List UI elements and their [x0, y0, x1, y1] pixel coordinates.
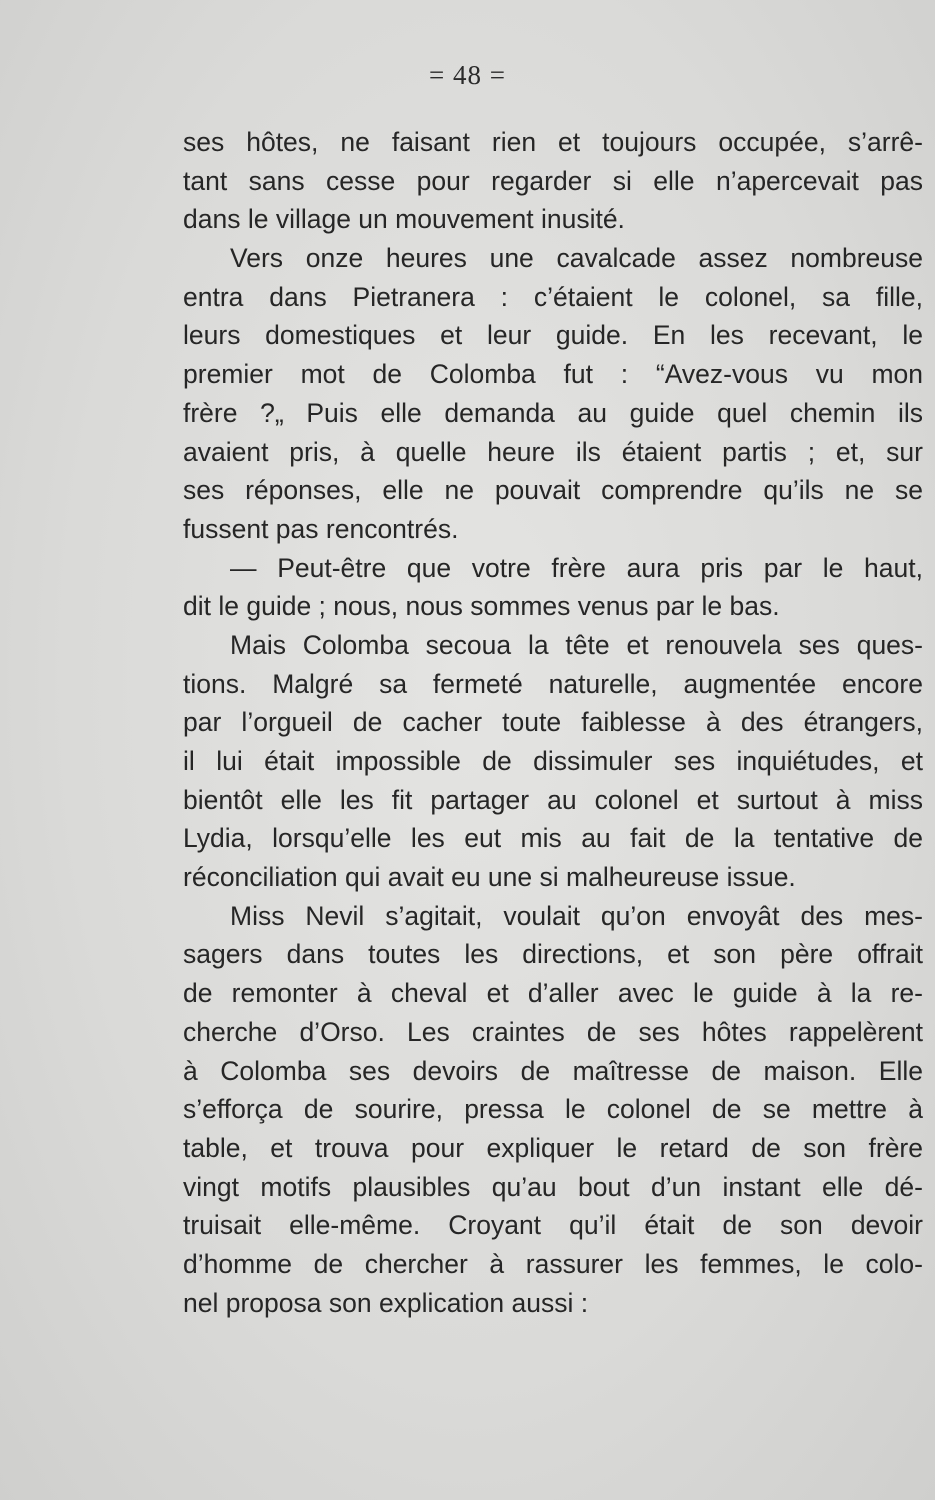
text-line: Mais Colomba secoua la tête et renouvela ses ques-	[230, 629, 923, 660]
text-line: entra dans Pietranera : c’étaient le colonel, sa fille,	[183, 281, 923, 312]
page-number: = 48 =	[429, 60, 506, 90]
text-line: par l’orgueil de cacher toute faiblesse à des étrangers,	[183, 707, 923, 738]
text-line: d’homme de chercher à rassurer les femmes, le colo-	[183, 1248, 923, 1279]
text-line: de remonter à cheval et d’aller avec le guide à la re-	[183, 978, 923, 1009]
text-line: réconciliation qui avait eu une si malheureuse issue.	[183, 862, 796, 893]
text-line: dans le village un mouvement inusité.	[183, 204, 625, 235]
text-line: Lydia, lorsqu’elle les eut mis au fait de la tentative de	[183, 823, 923, 854]
text-line: bientôt elle les fit partager au colonel et surtout à miss	[183, 784, 923, 815]
text-line: leurs domestiques et leur guide. En les recevant, le	[183, 320, 923, 351]
text-line: à Colomba ses devoirs de maîtresse de maison. Elle	[183, 1055, 923, 1086]
body-text	[183, 123, 923, 1322]
text-line: il lui était impossible de dissimuler ses inquiétudes, et	[183, 746, 923, 776]
text-line: avaient pris, à quelle heure ils étaient partis ; et, sur	[183, 436, 923, 467]
text-line: table, et trouva pour expliquer le retard de son frère	[183, 1132, 923, 1163]
text-line: ses réponses, elle ne pouvait comprendre qu’ils ne se	[183, 475, 923, 506]
text-line: tions. Malgré sa fermeté naturelle, augmentée encore	[183, 668, 923, 699]
text-line: nel proposa son explication aussi :	[183, 1287, 589, 1318]
text-line: vingt motifs plausibles qu’au bout d’un instant elle dé-	[183, 1171, 923, 1202]
text-line: Vers onze heures une cavalcade assez nombreuse	[230, 243, 923, 274]
text-line: premier mot de Colomba fut : “Avez-vous vu mon	[183, 359, 923, 390]
text-line: s’efforça de sourire, pressa le colonel de se mettre à	[183, 1094, 923, 1125]
text-line: truisait elle-même. Croyant qu’il était de son devoir	[183, 1210, 923, 1241]
text-line: — Peut-être que votre frère aura pris par le haut,	[230, 552, 923, 583]
text-line: cherche d’Orso. Les craintes de ses hôtes rappelèrent	[183, 1016, 923, 1047]
text-line: frère ?„ Puis elle demanda au guide quel chemin ils	[183, 397, 923, 428]
text-line: ses hôtes, ne faisant rien et toujours occupée, s’arrê-	[183, 127, 923, 157]
text-line: dit le guide ; nous, nous sommes venus par le bas.	[183, 591, 780, 622]
text-line: sagers dans toutes les directions, et son père offrait	[183, 939, 923, 970]
text-line: tant sans cesse pour regarder si elle n’apercevait pas	[183, 165, 923, 196]
text-line: Miss Nevil s’agitait, voulait qu’on envoyât des mes-	[230, 900, 923, 931]
text-line: fussent pas rencontrés.	[183, 513, 459, 544]
